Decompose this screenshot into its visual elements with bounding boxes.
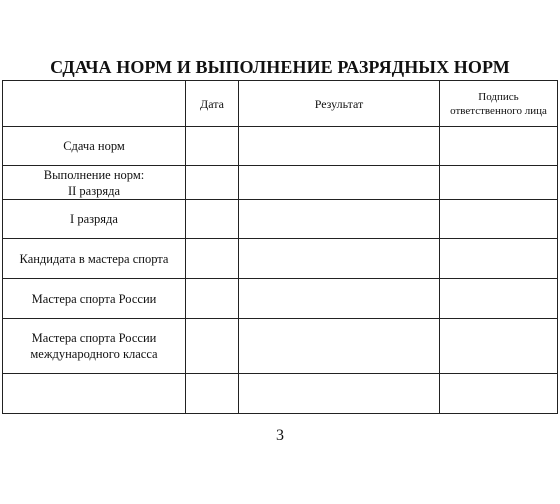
norms-table bbox=[2, 80, 558, 414]
result-cell[interactable] bbox=[239, 239, 440, 279]
signature-cell[interactable] bbox=[440, 319, 558, 374]
date-cell[interactable] bbox=[186, 200, 239, 239]
table-row bbox=[3, 166, 558, 200]
row-label-line1: Выполнение норм: bbox=[43, 167, 145, 182]
date-cell[interactable] bbox=[186, 166, 239, 200]
result-cell[interactable] bbox=[239, 127, 440, 166]
signature-cell[interactable] bbox=[440, 127, 558, 166]
row-label-line1: Мастера спорта России bbox=[31, 331, 157, 345]
table-row bbox=[3, 200, 558, 239]
signature-cell[interactable] bbox=[440, 374, 558, 414]
header-date: Дата bbox=[186, 81, 239, 127]
table-row bbox=[3, 374, 558, 414]
row-label-line2: международного класса bbox=[30, 347, 158, 361]
header-signature-line1: Подпись bbox=[478, 90, 519, 103]
date-cell[interactable] bbox=[186, 319, 239, 374]
row-label-line2: II разряда bbox=[67, 183, 121, 198]
table-row bbox=[3, 279, 558, 319]
row-label bbox=[3, 127, 186, 166]
row-label-line1: Мастера спорта России bbox=[31, 291, 157, 306]
date-cell[interactable] bbox=[186, 279, 239, 319]
date-cell[interactable] bbox=[186, 127, 239, 166]
row-label[interactable] bbox=[3, 374, 186, 414]
date-cell[interactable] bbox=[186, 374, 239, 414]
result-cell[interactable] bbox=[239, 374, 440, 414]
result-cell[interactable] bbox=[239, 166, 440, 200]
page-title: СДАЧА НОРМ И ВЫПОЛНЕНИЕ РАЗРЯДНЫХ НОРМ bbox=[50, 57, 510, 77]
row-label bbox=[3, 239, 186, 279]
row-label bbox=[3, 200, 186, 239]
row-label bbox=[3, 166, 186, 200]
signature-cell[interactable] bbox=[440, 166, 558, 200]
signature-cell[interactable] bbox=[440, 279, 558, 319]
row-label-line1: I разряда bbox=[70, 212, 118, 226]
table-row bbox=[3, 319, 558, 374]
table-row bbox=[3, 239, 558, 279]
header-label-cell bbox=[3, 81, 186, 127]
row-label-line1: Кандидата в мастера спорта bbox=[19, 251, 169, 266]
signature-cell[interactable] bbox=[440, 200, 558, 239]
date-cell[interactable] bbox=[186, 239, 239, 279]
row-label bbox=[3, 279, 186, 319]
result-cell[interactable] bbox=[239, 200, 440, 239]
result-cell[interactable] bbox=[239, 319, 440, 374]
table-header-row bbox=[3, 81, 558, 127]
result-cell[interactable] bbox=[239, 279, 440, 319]
page-number: 3 bbox=[276, 427, 284, 444]
header-result: Результат bbox=[239, 81, 440, 127]
signature-cell[interactable] bbox=[440, 239, 558, 279]
row-label bbox=[3, 319, 186, 374]
header-signature bbox=[440, 81, 558, 127]
row-label-line1: Сдача норм bbox=[63, 139, 125, 153]
table-row bbox=[3, 127, 558, 166]
header-signature-line2: ответственного лица bbox=[450, 104, 547, 117]
